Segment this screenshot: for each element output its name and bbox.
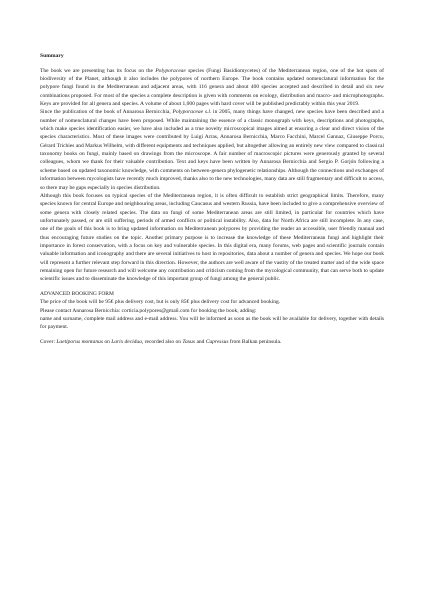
booking-contact-line: Please contact Annarosa Bernicchia: corticia.polypores@gmail.com for booking the book, adding: — [40, 307, 257, 314]
text: , recorded also on — [141, 338, 183, 345]
text: Since the publication of the book of Annarosa Bernicchia, — [40, 109, 173, 116]
italic-species: Laetiporus montanus — [56, 338, 103, 345]
text: species (Fungi Basidiomycetes) of the Mediterranean region, one of the hot spots of biodiversity of the Planet, although it also includes the polypores of northern Europe. The book contains updated nomenclatural information for the polypore fungi found in the Mediterranean and adjacent areas, with 116 genera and about 400 species accepted and described in detail and six new combinations proposed. For most of the species a complete description is given with comments on ecology, distribution and macro- and microphotographs. Keys are provided for all genera and species. A volume of about 1,000 pages with hard cover will be published predictably within this year 2019. — [40, 67, 384, 107]
italic-book-title: Polyporaceae s.l. — [172, 109, 212, 116]
text: and — [195, 338, 206, 345]
text: from Balkan peninsula. — [228, 338, 282, 345]
text: in 2005, many things have changed, new species have been described and a number of nomenclatural changes have been proposed. While maintaining the essence of a classic monograph with keys, descriptions and photographs, which make species identification easier, we have also included as a true novelty microscopical images aimed at ensuring a clear and direct vision of the species characteristics. Most of these images were contributed by Luigi Arras, Annarosa Bernicchia, Marco Facchini, Marcel Gannaz, Giuseppe Porcu, Gérard Trichies and Markus Wilhelm, with different equipments and techniques applied, but altogether allowing an entirely new view compared to classical taxonomy books on fungi, mainly based on drawings from the microscope. A fair number of macroscopic pictures were generously granted by several colleagues, whom we thank for their valuable contribution. Text and keys have been written by Annarosa Bernicchia and Sergio P. Gorjón following a scheme based on updated taxonomic knowledge, with comments on between-genera phylogenetic relationships. Although the connections and exchanges of information between mycologists have recently much improved, thanks also to the new technologies, many data are still fragmentary and difficult to access, so there may be gaps especially in species distribution. — [40, 109, 384, 191]
summary-heading: Summary — [40, 53, 64, 59]
text: Cover: — [40, 338, 57, 345]
text: The book we are presenting has its focus on the — [40, 67, 156, 74]
cover-caption — [40, 338, 384, 346]
summary-paragraph-3: Although this book focuses on typical species of the Mediterranean region, it is often difficult to establish strict geographical limits. Therefore, many species known for central Europe and neighbouring areas, including Caucasus and western Russia, have been included to give a comprehensive overview of some genera with closely related species. The data on fungi of some Mediterranean areas are still limited, in particular for countries which have unfortunately passed, or are still suffering, periods of armed conflicts or political instability. Also, data for North Africa are still incomplete. In any case, one of the goals of this book is to bring updated information on Mediterranean polypores by providing the reader an accessible, user friendly manual and thus encouraging future studies on the topic. Another primary purpose is to increase the knowledge of these Mediterranean fungi and highlight their importance in forest conservation, with a focus on key and vulnerable species. In this digital era, many forums, web pages and scientific journals contain valuable information and iconography and there are several initiatives to host in repositories, data about a number of genera and species. We hope our book will represent a further relevant step forward in this direction. However, the authors are well aware of the vastity of the treated matter and of the wide space remaining open for future research and will welcome any contribution and criticism coming from the mycological community, that can serve both to update scientific issues and to disseminate the knowledge of this important group of fungi among the general public. — [40, 192, 384, 283]
summary-paragraph-2 — [40, 108, 384, 192]
booking-form-heading: ADVANCED BOOKING FORM — [40, 290, 114, 297]
summary-paragraph-1 — [40, 67, 384, 109]
italic-taxon: Polyporaceae — [155, 67, 186, 74]
booking-details-line: name and surname, complete mail address and e-mail address. You will be informed as soon as the book will be available for delivery, together with details for payment. — [40, 315, 384, 331]
booking-price-line: The price of the book will be 95€ plus delivery cost, but is only 85€ plus delivery cost for advanced booking. — [40, 299, 281, 306]
italic-host: Larix decidua — [111, 338, 142, 345]
document-page — [40, 52, 384, 346]
text: on — [102, 338, 112, 345]
italic-host: Cupressus — [205, 338, 229, 345]
italic-host: Taxus — [182, 338, 196, 345]
